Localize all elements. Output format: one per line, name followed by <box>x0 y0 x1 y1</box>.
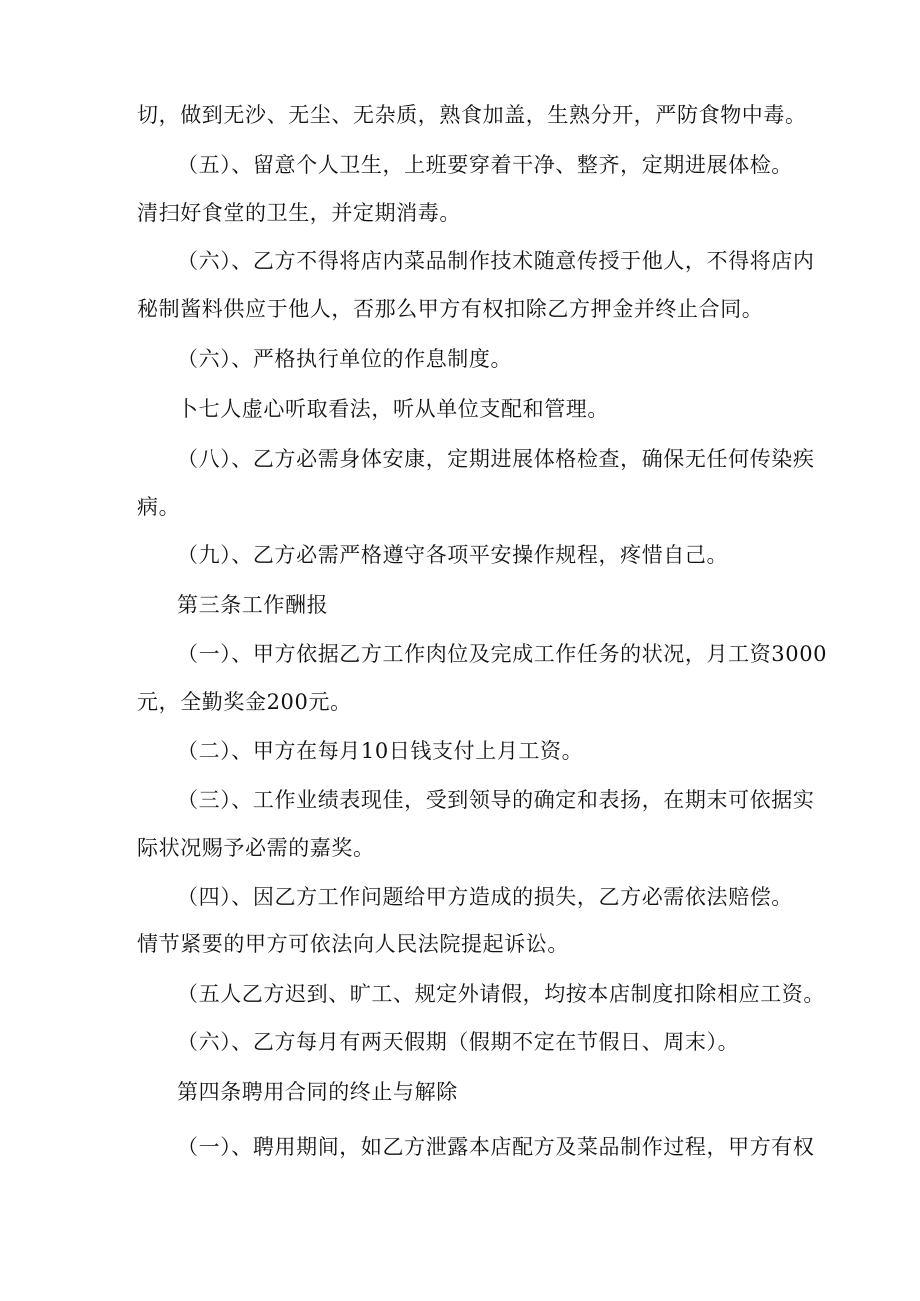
text-line: 病。 <box>137 495 181 519</box>
text-line: （六）、乙方不得将店内菜品制作技术随意传授于他人，不得将店内 <box>177 249 815 273</box>
text-line: （一）、甲方依据乙方工作肉位及完成工作任务的状况，月工资3000 <box>177 642 828 666</box>
text-line: （九）、乙方必需严格遵守各项平安操作规程，疼惜自己。 <box>177 543 729 567</box>
text-line: 元，全勤奖金200元。 <box>137 690 352 714</box>
text-line: （五）、留意个人卫生，上班要穿着干净、整齐，定期进展体检。 <box>177 153 793 177</box>
section-heading: 第四条聘用合同的终止与解除 <box>177 1080 458 1104</box>
text-line: （六）、乙方每月有两天假期（假期不定在节假日、周末）。 <box>177 1030 740 1054</box>
text-line: （一）、聘用期间，如乙方泄露本店配方及菜品制作过程，甲方有权 <box>177 1135 815 1159</box>
text-line: （三）、工作业绩表现佳，受到领导的确定和表扬，在期末可依据实 <box>177 788 815 812</box>
text-line: 清扫好食堂的卫生，并定期消毒。 <box>137 201 461 225</box>
text-line: 切，做到无沙、无尘、无杂质，熟食加盖，生熟分开，严防食物中毒。 <box>137 103 807 127</box>
text-line: （八）、乙方必需身体安康，定期进展体格检查，确保无任何传染疾 <box>177 447 815 471</box>
text-line: 卜七人虚心听取看法，听从单位支配和管理。 <box>177 397 609 421</box>
text-line: （五人乙方迟到、旷工、规定外请假，均按本店制度扣除相应工资。 <box>177 982 825 1006</box>
text-line: （二）、甲方在每月10日钱支付上月工资。 <box>177 739 584 763</box>
text-line: 情节紧要的甲方可依法向人民法院提起诉讼。 <box>137 932 569 956</box>
text-line: （四）、因乙方工作问题给甲方造成的损失，乙方必需依法赔偿。 <box>177 885 793 909</box>
section-heading: 第三条工作酬报 <box>177 593 329 617</box>
text-line: 际状况赐予必需的嘉奖。 <box>137 836 375 860</box>
text-line: 秘制酱料供应于他人，否那么甲方有权扣除乙方押金并终止合同。 <box>137 297 764 321</box>
text-line: （六）、严格执行单位的作息制度。 <box>177 347 513 371</box>
